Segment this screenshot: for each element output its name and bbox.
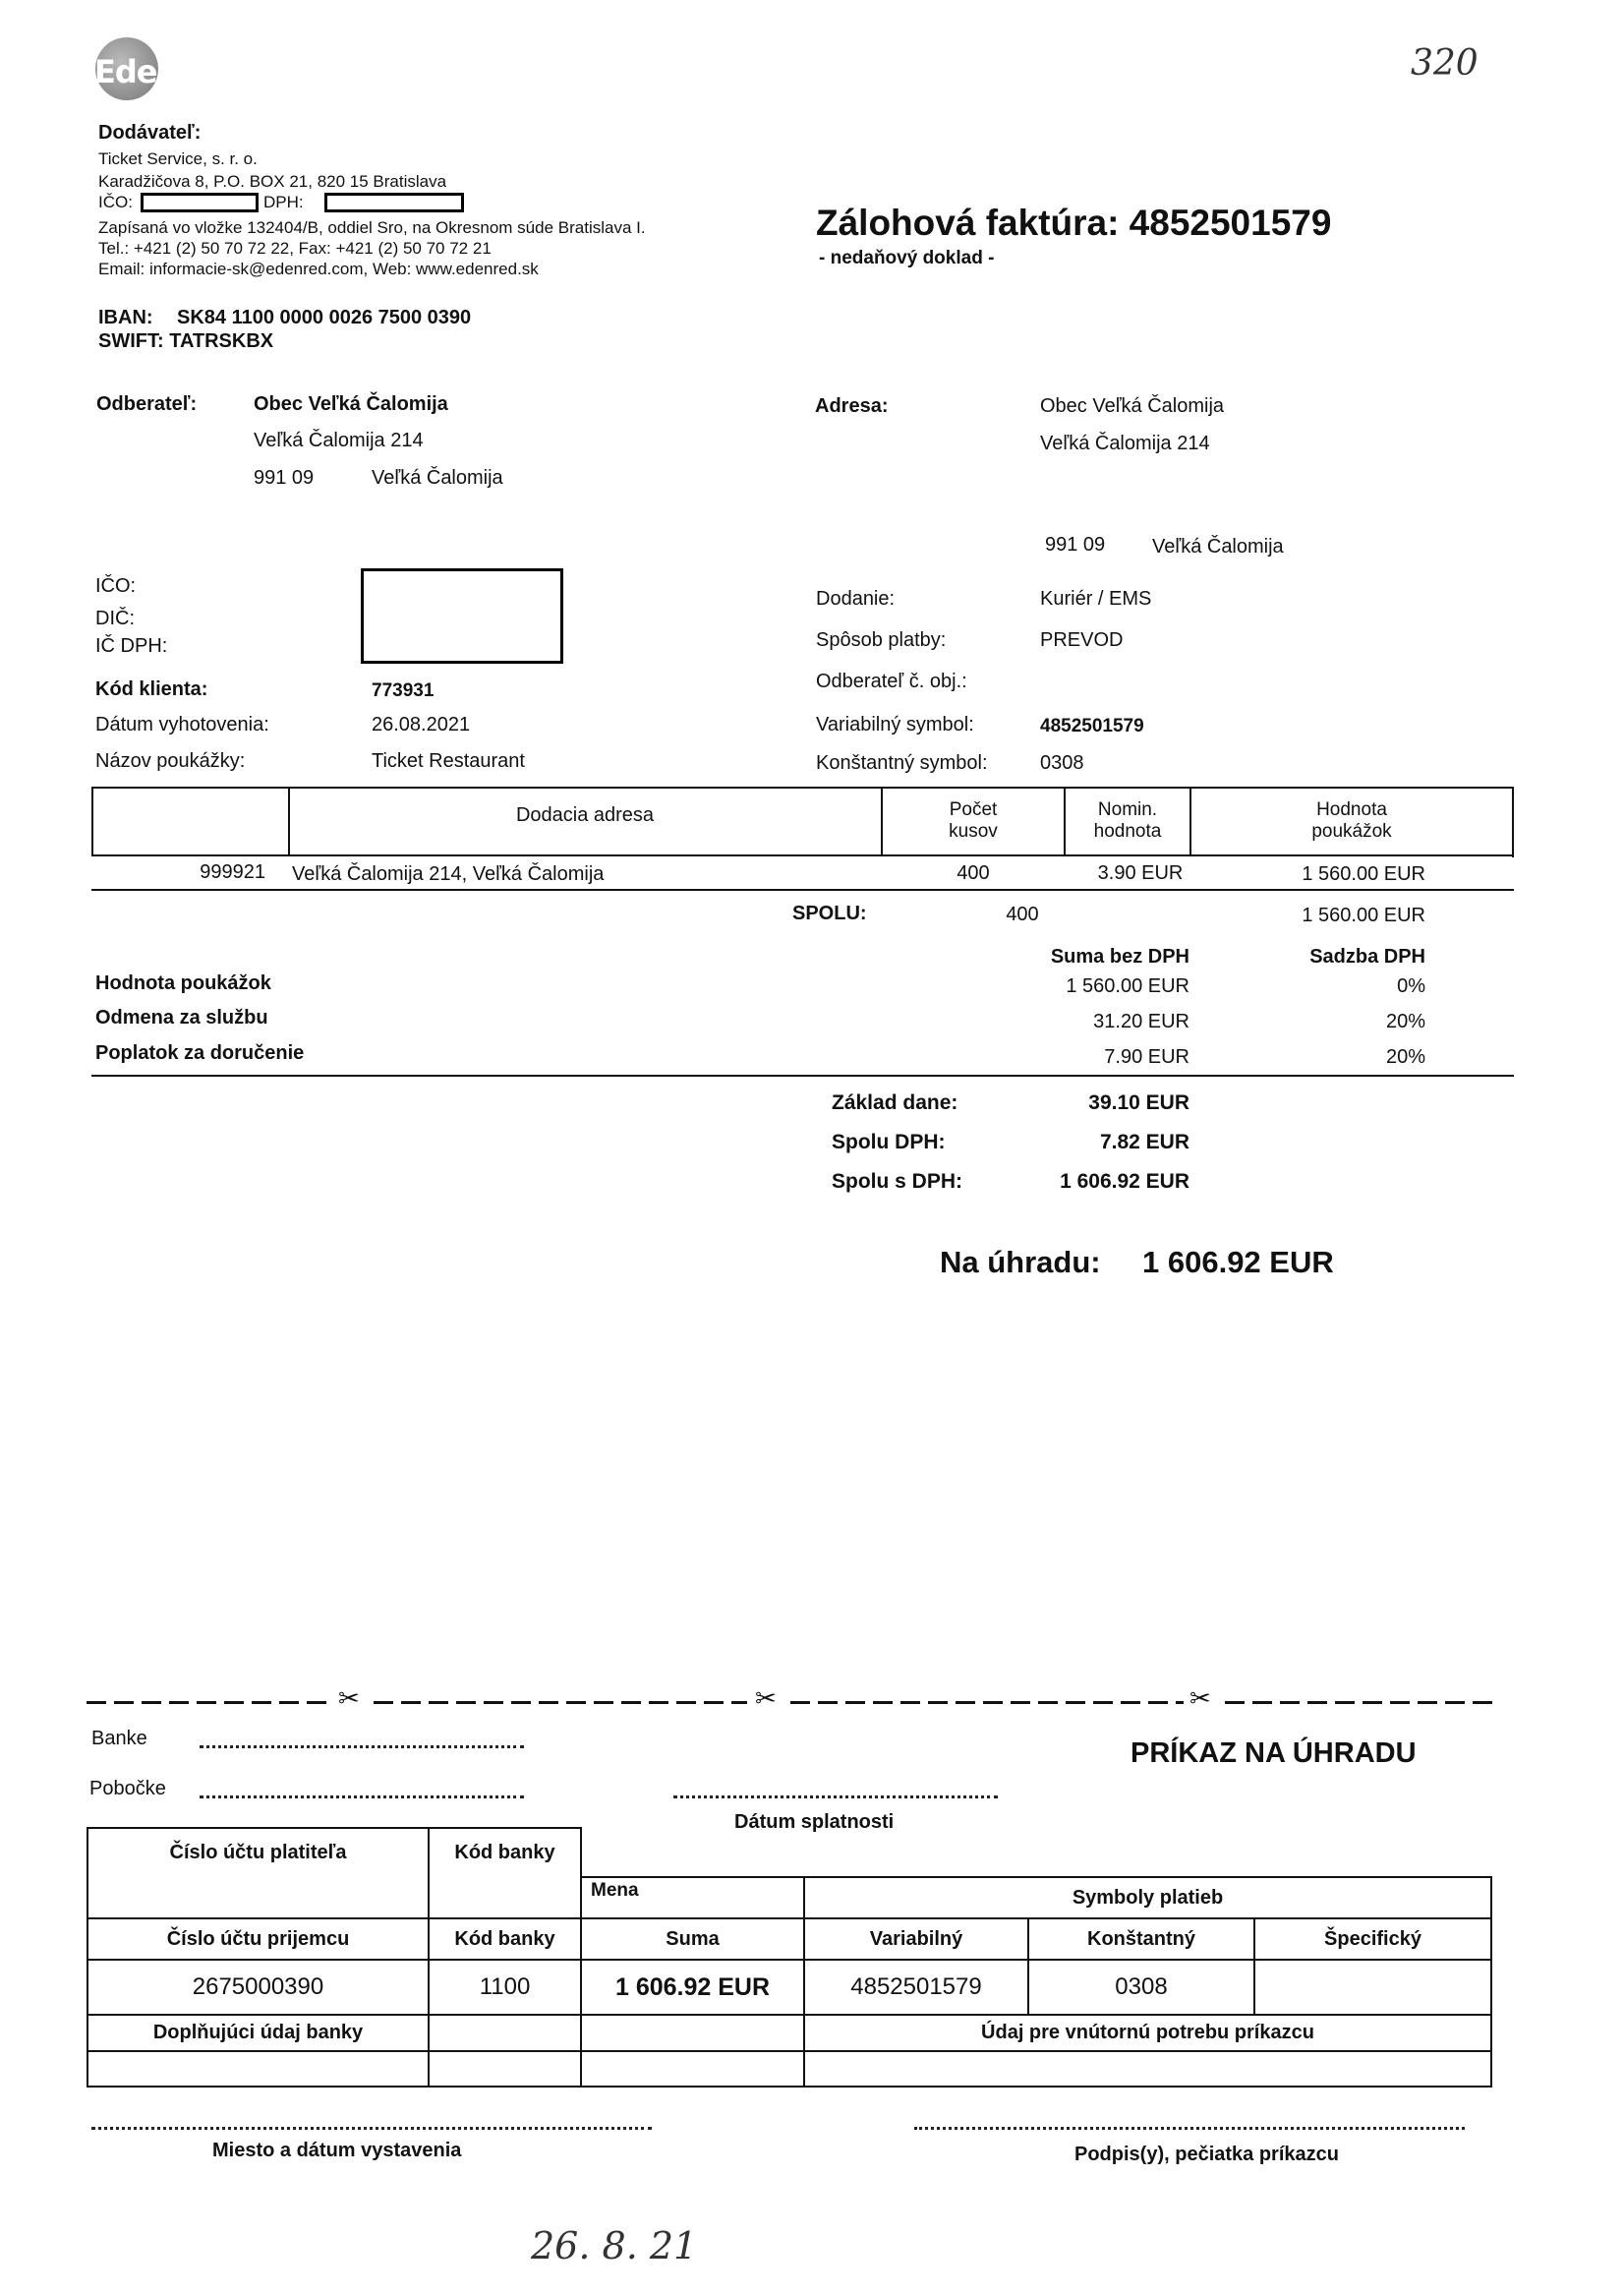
vat-row-label: Odmena za službu [95,1007,268,1029]
items-total-count: 400 [1006,904,1039,925]
voucher-name-value: Ticket Restaurant [372,750,525,772]
total-with-vat-label: Spolu s DPH: [832,1170,963,1193]
signature-label: Podpis(y), pečiatka príkazcu [1074,2144,1339,2165]
client-code-label: Kód klienta: [95,678,208,700]
supplier-email: Email: informacie-sk@edenred.com, Web: www.edenred.sk [98,260,539,278]
customer-name: Obec Veľká Čalomija [254,393,448,415]
sum-label: Suma [666,1927,720,1950]
total-with-vat-value: 1 606.92 EUR [1060,1170,1189,1193]
to-pay-value: 1 606.92 EUR [1142,1245,1334,1279]
address-zip: 991 09 [1045,534,1106,556]
invoice-title: Zálohová faktúra: 4852501579 [816,203,1332,243]
supplier-ico-label: IČO: [98,193,133,211]
payer-account-label: Číslo účtu platiteľa [169,1841,347,1863]
address-city: Veľká Čalomija [1152,536,1284,558]
to-pay-label: Na úhradu: [940,1245,1101,1279]
internal-use-label: Údaj pre vnútornú potrebu príkazcu [981,2022,1314,2043]
constant-symbol-value: 0308 [1040,752,1084,774]
customer-label: Odberateľ: [96,393,198,415]
address-name: Obec Veľká Čalomija [1040,395,1225,417]
variable-symbol-value: 4852501579 [1040,716,1144,736]
signature-dots [914,2127,1465,2130]
variable-value: 4852501579 [850,1973,982,2000]
scissors-icon: ✂ [1189,1683,1211,1713]
header-value: Hodnota poukážok [1311,799,1392,842]
order-number-label: Odberateľ č. obj.: [816,671,967,692]
bank-dots [200,1745,524,1748]
redacted-ids [361,568,563,664]
vat-row-label: Hodnota poukážok [95,972,271,994]
payment-symbols-label: Symboly platieb [1072,1886,1224,1909]
recipient-account-label: Číslo účtu prijemcu [166,1927,350,1950]
dic-label: DIČ: [95,608,135,629]
items-total-value: 1 560.00 EUR [1302,905,1425,926]
item-address: Veľká Čalomija 214, Veľká Čalomija [292,863,605,885]
scissors-icon: ✂ [755,1683,777,1713]
voucher-name-label: Názov poukážky: [95,750,246,772]
vat-row-rate: 20% [1385,1011,1425,1032]
vat-row-sum: 7.90 EUR [1104,1046,1189,1068]
items-total-label: SPOLU: [792,903,867,924]
constant-value: 0308 [1115,1973,1168,2000]
vat-row-label: Poplatok za doručenie [95,1042,305,1064]
swift: SWIFT: TATRSKBX [98,330,274,352]
constant-symbol-label: Konštantný symbol: [816,752,988,774]
redacted-ico [141,193,259,212]
address-street: Veľká Čalomija 214 [1040,433,1210,454]
vat-row-rate: 20% [1385,1046,1425,1068]
iban-value: SK84 1100 0000 0026 7500 0390 [177,307,472,328]
vat-row-rate: 0% [1397,975,1425,997]
tax-base-value: 39.10 EUR [1088,1091,1189,1114]
payment-order-title: PRÍKAZ NA ÚHRADU [1131,1737,1417,1769]
variable-symbol-label: Variabilný symbol: [816,714,974,735]
payment-method-label: Spôsob platby: [816,629,947,651]
vat-row-sum: 31.20 EUR [1093,1011,1189,1032]
handwritten-page-number: 320 [1411,43,1479,84]
item-count: 400 [957,862,990,884]
vat-total-value: 7.82 EUR [1099,1131,1189,1153]
bank-code-label-2: Kód banky [454,1927,555,1950]
issue-date-label: Dátum vyhotovenia: [95,714,269,735]
header-delivery-address: Dodacia adresa [515,803,655,826]
supplier-registry: Zapísaná vo vložke 132404/B, oddiel Sro, na Okresnom súde Bratislava I. [98,218,646,237]
iban-label: IBAN: [98,307,153,328]
address-label: Adresa: [815,395,889,417]
specific-label: Špecifický [1324,1927,1421,1950]
header-nominal: Nomin. hodnota [1093,799,1162,842]
payment-method-value: PREVOD [1040,629,1124,651]
bank-code-label: Kód banky [454,1841,555,1863]
variable-label: Variabilný [869,1927,963,1950]
customer-street: Veľká Čalomija 214 [254,430,424,451]
branch-dots [200,1795,524,1798]
bank-code-value: 1100 [479,1973,531,2000]
branch-label: Pobočke [89,1778,166,1799]
item-nominal: 3.90 EUR [1097,862,1184,884]
edenred-logo-text: Edenred [94,53,235,90]
icdph-label: IČ DPH: [95,635,168,657]
vat-col-rate: Sadzba DPH [1309,946,1425,968]
customer-zip: 991 09 [254,467,315,489]
place-date-label: Miesto a dátum vystavenia [212,2140,462,2161]
supplier-phone: Tel.: +421 (2) 50 70 72 22, Fax: +421 (2) 50 70 72 21 [98,239,492,258]
ico-label: IČO: [95,575,137,597]
tax-base-label: Základ dane: [832,1091,958,1114]
redacted-dph [324,193,464,212]
vat-col-sum: Suma bez DPH [1050,946,1189,968]
place-date-dots [91,2127,652,2130]
supplier-address: Karadžičova 8, P.O. BOX 21, 820 15 Bratislava [98,172,447,191]
currency-label: Mena [591,1880,639,1901]
supplier-name: Ticket Service, s. r. o. [98,149,258,168]
cut-line [87,1683,1497,1713]
client-code-value: 773931 [372,680,435,701]
vat-divider [91,1075,1514,1077]
bank-label: Banke [91,1728,147,1749]
delivery-label: Dodanie: [816,588,896,610]
vat-row-sum: 1 560.00 EUR [1066,975,1189,997]
scissors-icon: ✂ [338,1683,360,1713]
item-code: 999921 [200,861,265,883]
extra-bank-label: Doplňujúci údaj banky [152,2022,364,2043]
constant-label: Konštantný [1087,1927,1195,1950]
issue-date-value: 26.08.2021 [372,714,471,735]
recipient-account-value: 2675000390 [192,1973,324,2000]
invoice-subtitle: - nedaňový doklad - [819,248,995,268]
header-count: Počet kusov [949,799,998,842]
handwritten-date: 26. 8. 21 [531,2224,698,2267]
customer-city: Veľká Čalomija [372,467,503,489]
delivery-value: Kuriér / EMS [1040,588,1152,610]
supplier-dph-label: DPH: [263,193,304,211]
due-date-label: Dátum splatnosti [734,1811,895,1833]
supplier-heading: Dodávateľ: [98,122,202,144]
due-date-dots [673,1795,998,1798]
item-value: 1 560.00 EUR [1302,863,1425,885]
vat-total-label: Spolu DPH: [832,1131,946,1153]
sum-value: 1 606.92 EUR [614,1972,771,2001]
